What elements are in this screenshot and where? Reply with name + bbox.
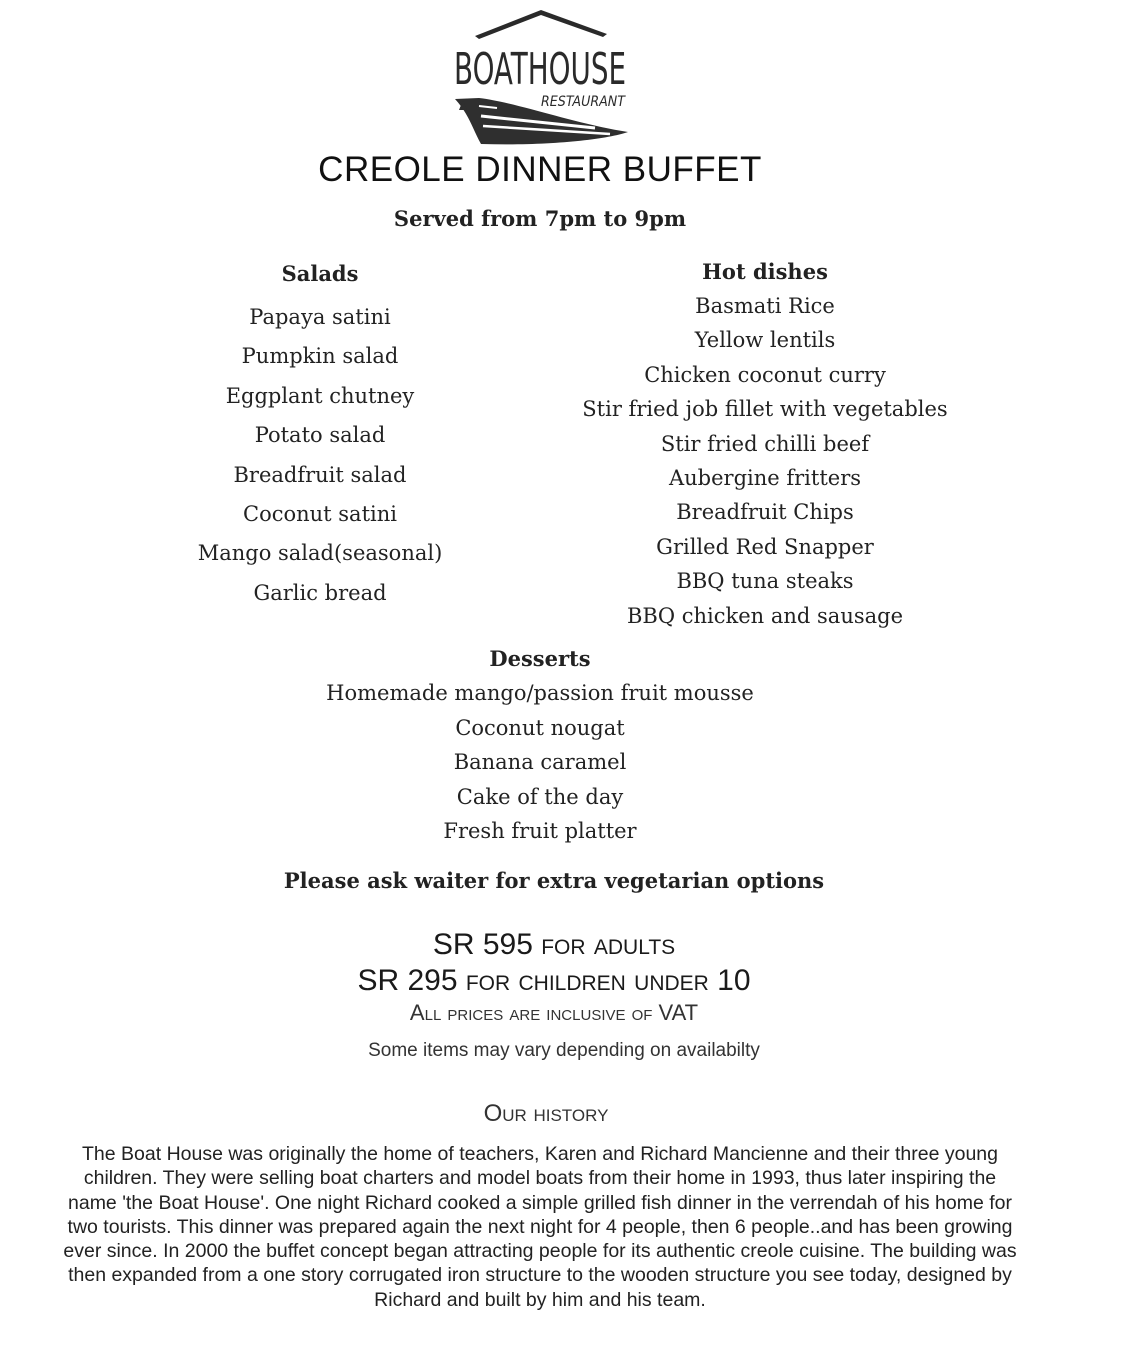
salad-item: Papaya satini [249, 305, 391, 329]
salad-item: Breadfruit salad [233, 462, 407, 487]
history-title: Our history [483, 1100, 609, 1127]
salads-section [170, 258, 470, 613]
salad-item: Pumpkin salad [241, 344, 399, 369]
hot-dish-item: Basmati Rice [695, 294, 835, 318]
vegetarian-note: Please ask waiter for extra vegetarian options [283, 868, 825, 893]
hot-dish-item: Stir fried chilli beef [660, 431, 870, 456]
availability-note: Some items may vary depending on availabilty [368, 1040, 760, 1061]
boathouse-logo [445, 6, 635, 146]
logo-sub: RESTAURANT [541, 94, 627, 110]
served-time: Served from 7pm to 9pm [393, 206, 687, 231]
price-adults: SR 595 for adults [432, 928, 676, 961]
hot-dish-item: Breadfruit Chips [676, 500, 854, 525]
hot-dish-item: Stir fried job fillet with vegetables [582, 397, 948, 422]
hot-dish-item: BBQ chicken and sausage [626, 603, 904, 628]
hot-dish-item: BBQ tuna steaks [676, 569, 854, 594]
dessert-item: Cake of the day [456, 784, 624, 809]
dessert-item: Homemade mango/passion fruit mousse [326, 681, 754, 705]
price-children: SR 295 for children under 10 [357, 964, 751, 997]
hot-dishes-section [565, 257, 965, 633]
hot-dish-item: Grilled Red Snapper [656, 534, 874, 559]
salad-item: Potato salad [254, 423, 386, 448]
logo-name: BOATHOUSE [454, 44, 626, 95]
desserts-section [290, 644, 790, 849]
price-vat-note: All prices are inclusive of VAT [409, 1000, 699, 1025]
salad-item: Coconut satini [243, 501, 397, 526]
salad-item: Garlic bread [253, 580, 387, 605]
dessert-item: Fresh fruit platter [443, 819, 637, 844]
history-body: The Boat House was originally the home of teachers, Karen and Richard Mancienne and their three young children. They were selling boat charters and model boats from their home in 1993, thus later inspiring the name 'the Boat House'. One night Richard cooked a simple grilled fish dinner in the verrendah of his home for two tourists. This dinner was prepared again the next night for 4 people, then 6 people..and has been growing ever since. In 2000 the buffet concept began attracting people for its authentic creole cuisine. The building was then expanded from a one story corrugated iron structure to the wooden structure you see today, designed by Richard and built by him and his team. [63, 1143, 1017, 1311]
desserts-heading: Desserts [489, 646, 591, 671]
hot-dishes-heading: Hot dishes [702, 259, 828, 284]
page-title: CREOLE DINNER BUFFET [318, 150, 762, 189]
hot-dish-item: Aubergine fritters [668, 465, 862, 490]
salads-heading: Salads [281, 261, 359, 286]
salad-item: Mango salad(seasonal) [197, 541, 443, 566]
hot-dish-item: Yellow lentils [694, 328, 836, 353]
dessert-item: Banana caramel [453, 750, 627, 775]
hot-dish-item: Chicken coconut curry [644, 362, 886, 387]
salad-item: Eggplant chutney [225, 383, 415, 408]
dessert-item: Coconut nougat [455, 715, 625, 740]
